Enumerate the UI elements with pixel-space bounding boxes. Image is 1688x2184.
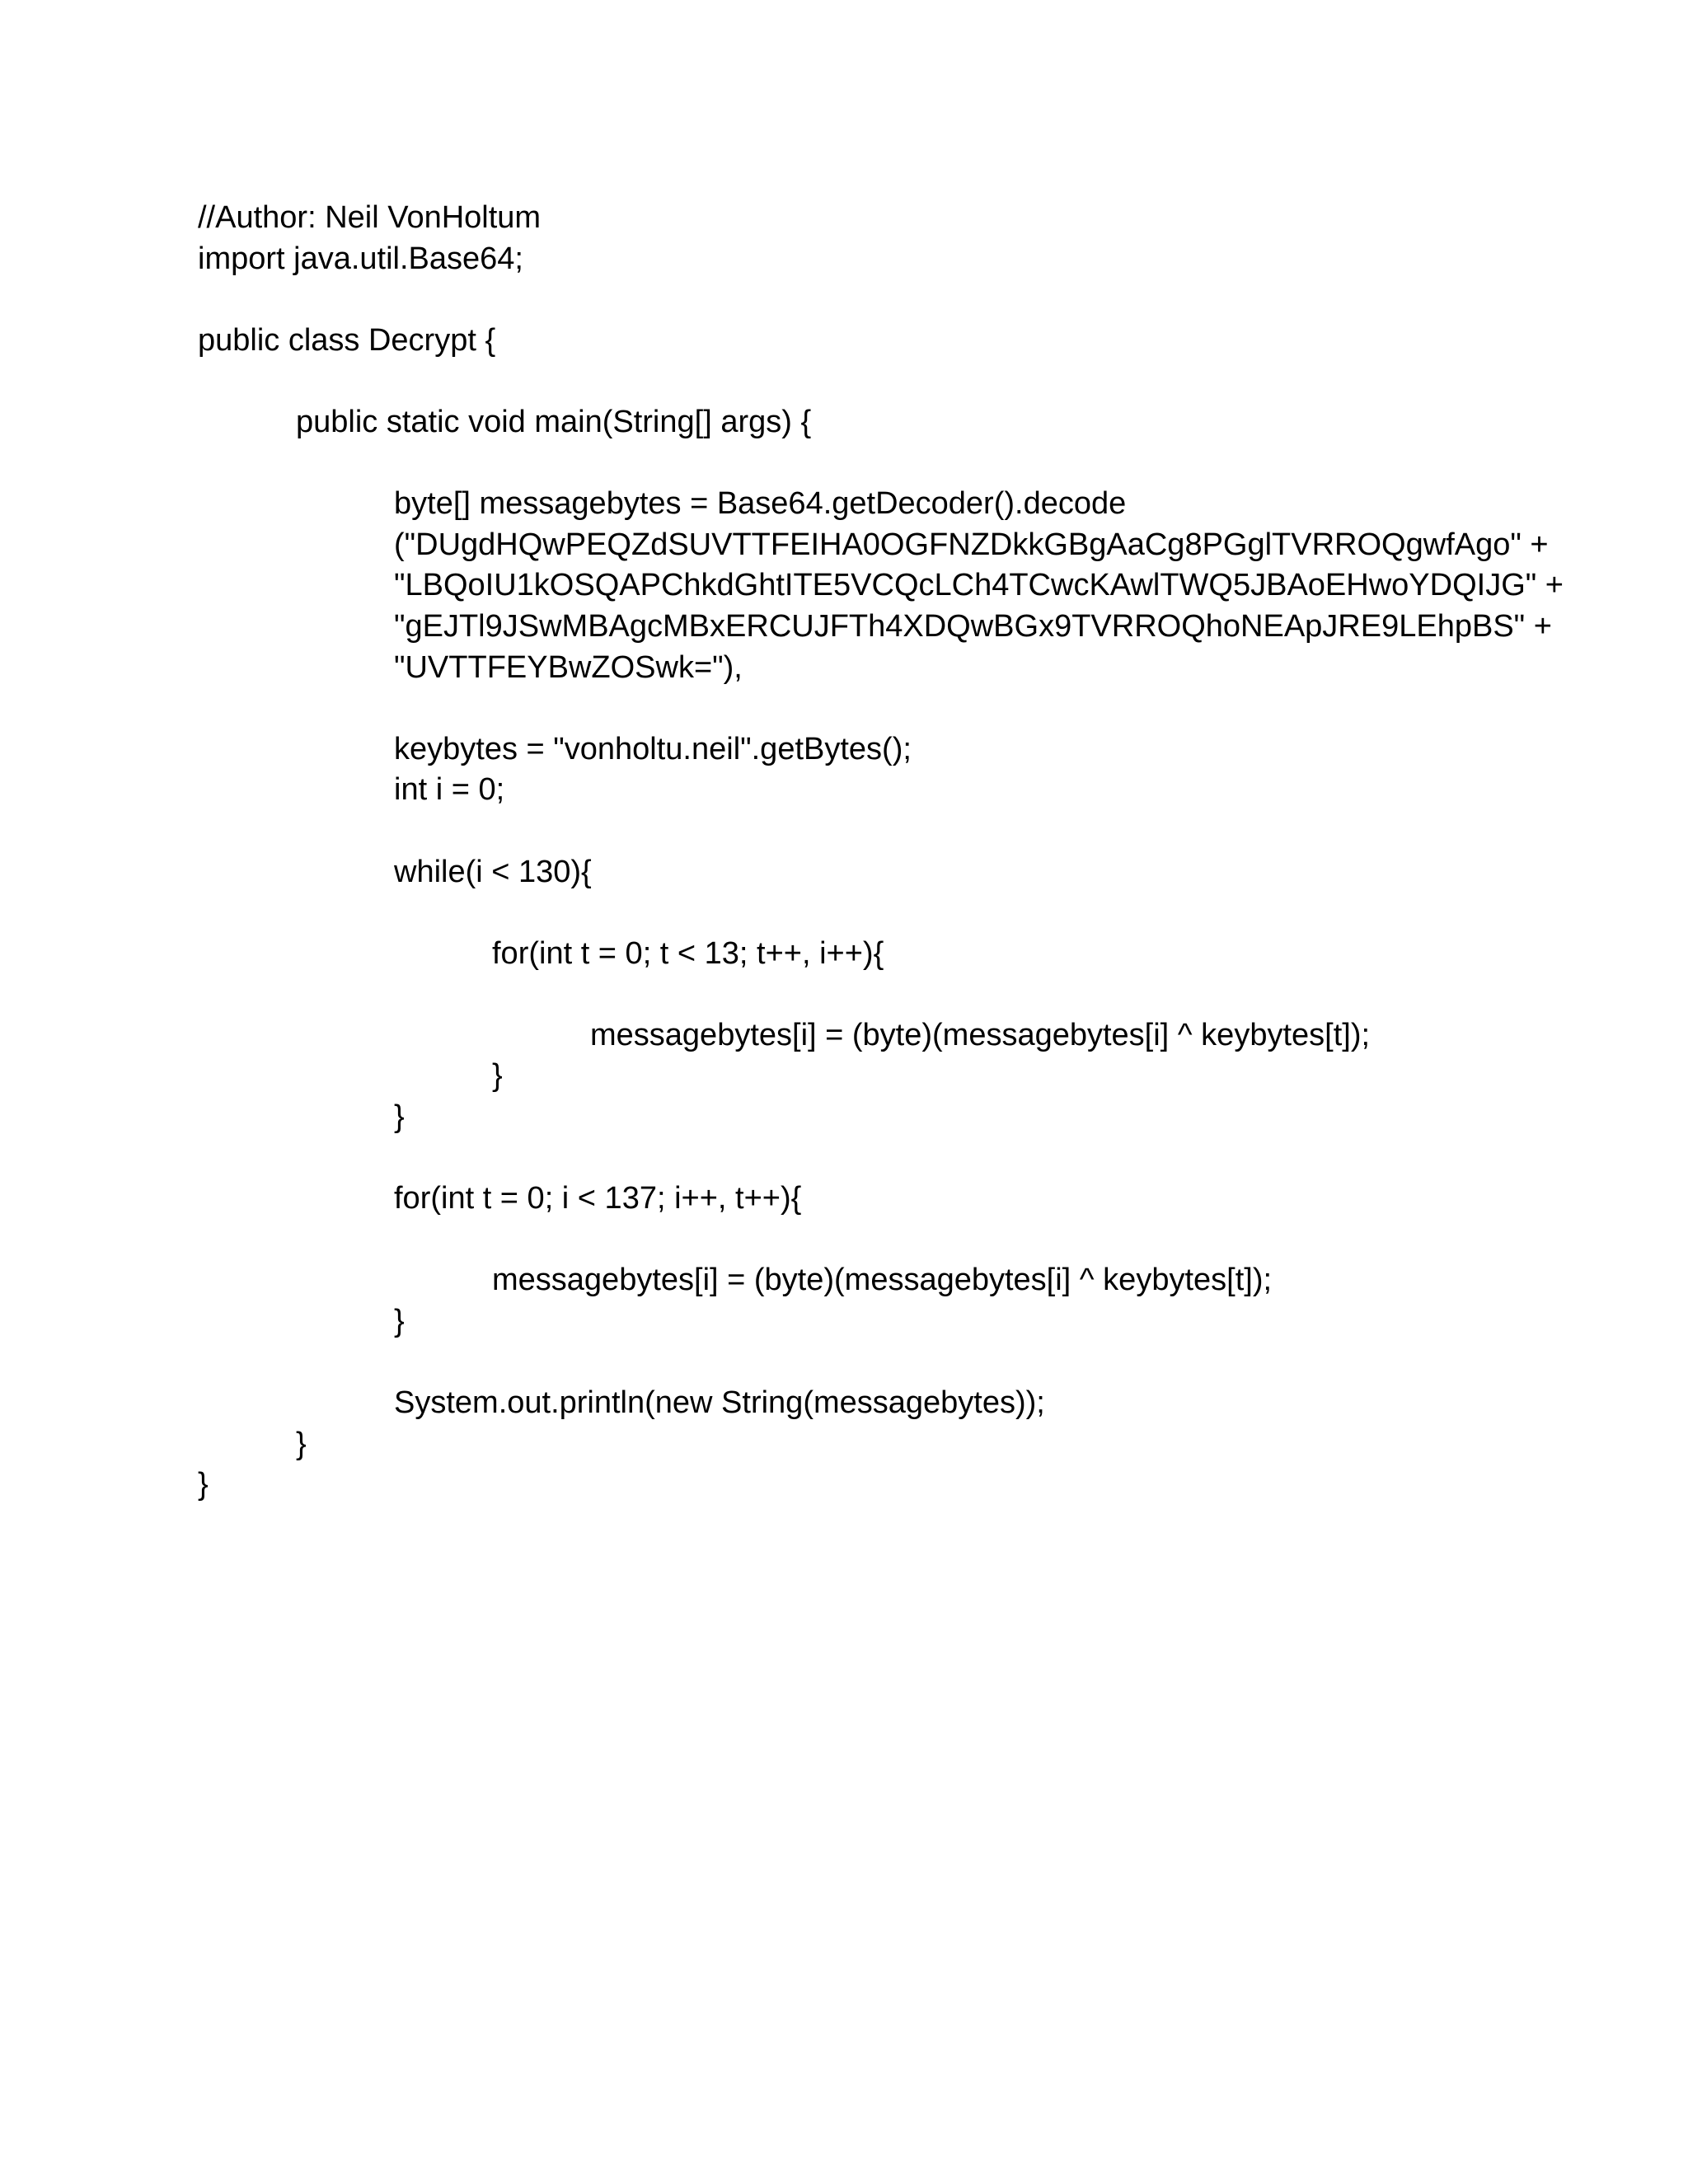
code-line: }: [394, 1304, 405, 1339]
blank-line: [198, 361, 1615, 402]
blank-line: [198, 279, 1615, 321]
code-line: public static void main(String[] args) {: [296, 404, 812, 439]
blank-line: [198, 443, 1615, 485]
code-line: messagebytes[i] = (byte)(messagebytes[i] ^ keybytes[t]);: [492, 1263, 1273, 1298]
code-line: "LBQoIU1kOSQAPChkdGhtITE5VCQcLCh4TCwcKAwlTWQ5JBAoEHwoYDQIJG" +: [394, 568, 1564, 603]
code-line: byte[] messagebytes = Base64.getDecoder().decode: [394, 486, 1127, 522]
blank-line: [198, 1343, 1615, 1384]
blank-line: [198, 688, 1615, 729]
blank-line: [198, 974, 1615, 1015]
code-line: messagebytes[i] = (byte)(messagebytes[i] ^ keybytes[t]);: [590, 1017, 1371, 1052]
code-line: ("DUgdHQwPEQZdSUVTTFEIHA0OGFNZDkkGBgAaCg8PGglTVRROQgwfAgo" +: [394, 527, 1549, 562]
code-line: }: [296, 1426, 307, 1461]
blank-line: [198, 893, 1615, 934]
code-line: int i = 0;: [394, 772, 505, 808]
blank-line: [198, 811, 1615, 852]
code-line: public class Decrypt {: [198, 322, 496, 358]
code-line: import java.util.Base64;: [198, 241, 523, 276]
code-line: while(i < 130){: [394, 854, 592, 889]
code-line: }: [394, 1099, 405, 1135]
code-line: }: [492, 1058, 503, 1094]
code-listing: [198, 198, 1615, 1506]
code-line: "UVTTFEYBwZOSwk="),: [394, 649, 743, 685]
blank-line: [198, 1138, 1615, 1179]
code-line: keybytes = "vonholtu.neil".getBytes();: [394, 731, 912, 766]
code-line: for(int t = 0; i < 137; i++, t++){: [394, 1181, 802, 1216]
code-line: for(int t = 0; t < 13; t++, i++){: [492, 935, 884, 971]
code-line: }: [198, 1467, 209, 1502]
code-line: System.out.println(new String(messagebytes));: [394, 1385, 1045, 1421]
blank-line: [198, 1220, 1615, 1261]
code-line: //Author: Neil VonHoltum: [198, 200, 542, 235]
code-line: "gEJTl9JSwMBAgcMBxERCUJFTh4XDQwBGx9TVRROQhoNEApJRE9LEhpBS" +: [394, 608, 1552, 644]
